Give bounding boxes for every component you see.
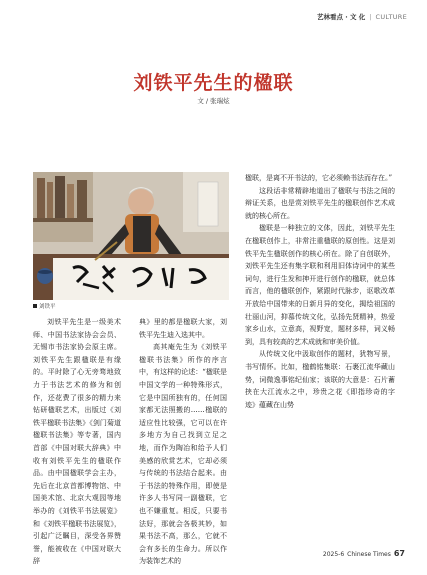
article-column-1 [33,316,121,568]
caption-square-icon [33,304,37,308]
article-byline: 文 / 张瑞炫 [197,97,230,105]
paragraph: 这段话非常精辟地道出了楹联与书法之间的辩证关系，也是赏刘铁平先生的楹联创作艺术成就的核心所在。 [245,186,395,220]
section-label: 艺林看点 · 文 化 [317,13,366,21]
article-column-3 [245,172,395,411]
calligrapher-photo-illustration [33,172,229,300]
section-header [317,12,407,21]
article-column-2 [139,316,227,568]
issue-number: 2025-6 [322,551,345,558]
photo-caption-text: 刘铁平 [39,304,56,310]
paragraph: 刘铁平先生是一级美术师、中国书法家协会会员、无锡市书法家协会原主席。刘铁平先生跟楹联是有缘的。平时除了心无旁骛地致力于书法艺术的修为和创作，还花费了很多的精力来钻研楹联艺术，出版过《刘铁平楹联书法集》《剑门菊道楹联书法集》等专著，国内首部《中国对联大辞典》中收有刘铁平先生的楹联作品。由中国楹联学会主办，先后在北京首都博物馆、中国美术馆、北京大观园等地举办的《刘铁平书法展览》和《刘铁平楹联书法展览》，引起广泛瞩目，深受各界赞誉，能被收在《中国对联大辞 [33,318,121,566]
paragraph: 楹联是一种独立的文体，因此，刘铁平先生在楹联创作上，非常注重楹联的原创性。这是刘铁平先生楹联创作的核心所在。除了自创联外，刘铁平先生还有集字联和利用旧体诗词中的某些词句，进行生发和抻开进行创作的楹联，就总体而言，他的楹联创作，紧跟时代脉步，讴歌改革开放给中国带来的日新月异的变化，揭绘祖国的壮丽山河，抑慕传统文化，弘扬先贤精神，热爱家乡山水，立意高，视野宽，题材多样，词义畅到，具有较高的艺术成就和审美价值。 [245,224,395,346]
paragraph: 高其庵先生为《刘铁平楹联书法集》所作的序言中，有这样的论述：“楹联是中国文学的一种特殊形式，它是中国所独有的，任何国家都无法照搬的……楹联的适应性比较强，它可以在许多地方为自己找到立足之地，而作为陶冶和给予人们美感的欣赏艺术，它却必须与传统的书法结合起来。由于书法的特殊作用，即使是许多人书写同一副楹联，它也不嫌重复。相反，只要书法好，那就会各极其妙，如果书法不高，那么，它就不会有多长的生命力。所以作为装饰艺术的 [139,343,227,566]
calligrapher-photo [33,172,229,300]
paragraph: 楹联，是离不开书法的，它必须赖书法而存在。” [245,174,393,182]
article-title: 刘铁平先生的楹联 [133,72,294,94]
magazine-name: Chinese Times [347,551,391,558]
page-footer [323,549,405,558]
photo-caption [33,302,56,310]
section-label-en: CULTURE [375,12,407,21]
section-separator: | [369,12,372,21]
paragraph: 从传统文化中汲取创作的题材，犹物写景，书写情怀。比如，楹鹤铭集联：石裹江流华藏山势，词微逸事铭纪仙家；该联的大意是：石片蓄挟在大江流水之中，珍贵之花《即指珍奇的字迹》蕴藏在山势 [245,350,395,409]
paragraph: 典》里的都是楹联大家，刘铁平先生迪入选其中。 [139,318,227,339]
page-number: 67 [393,549,405,558]
